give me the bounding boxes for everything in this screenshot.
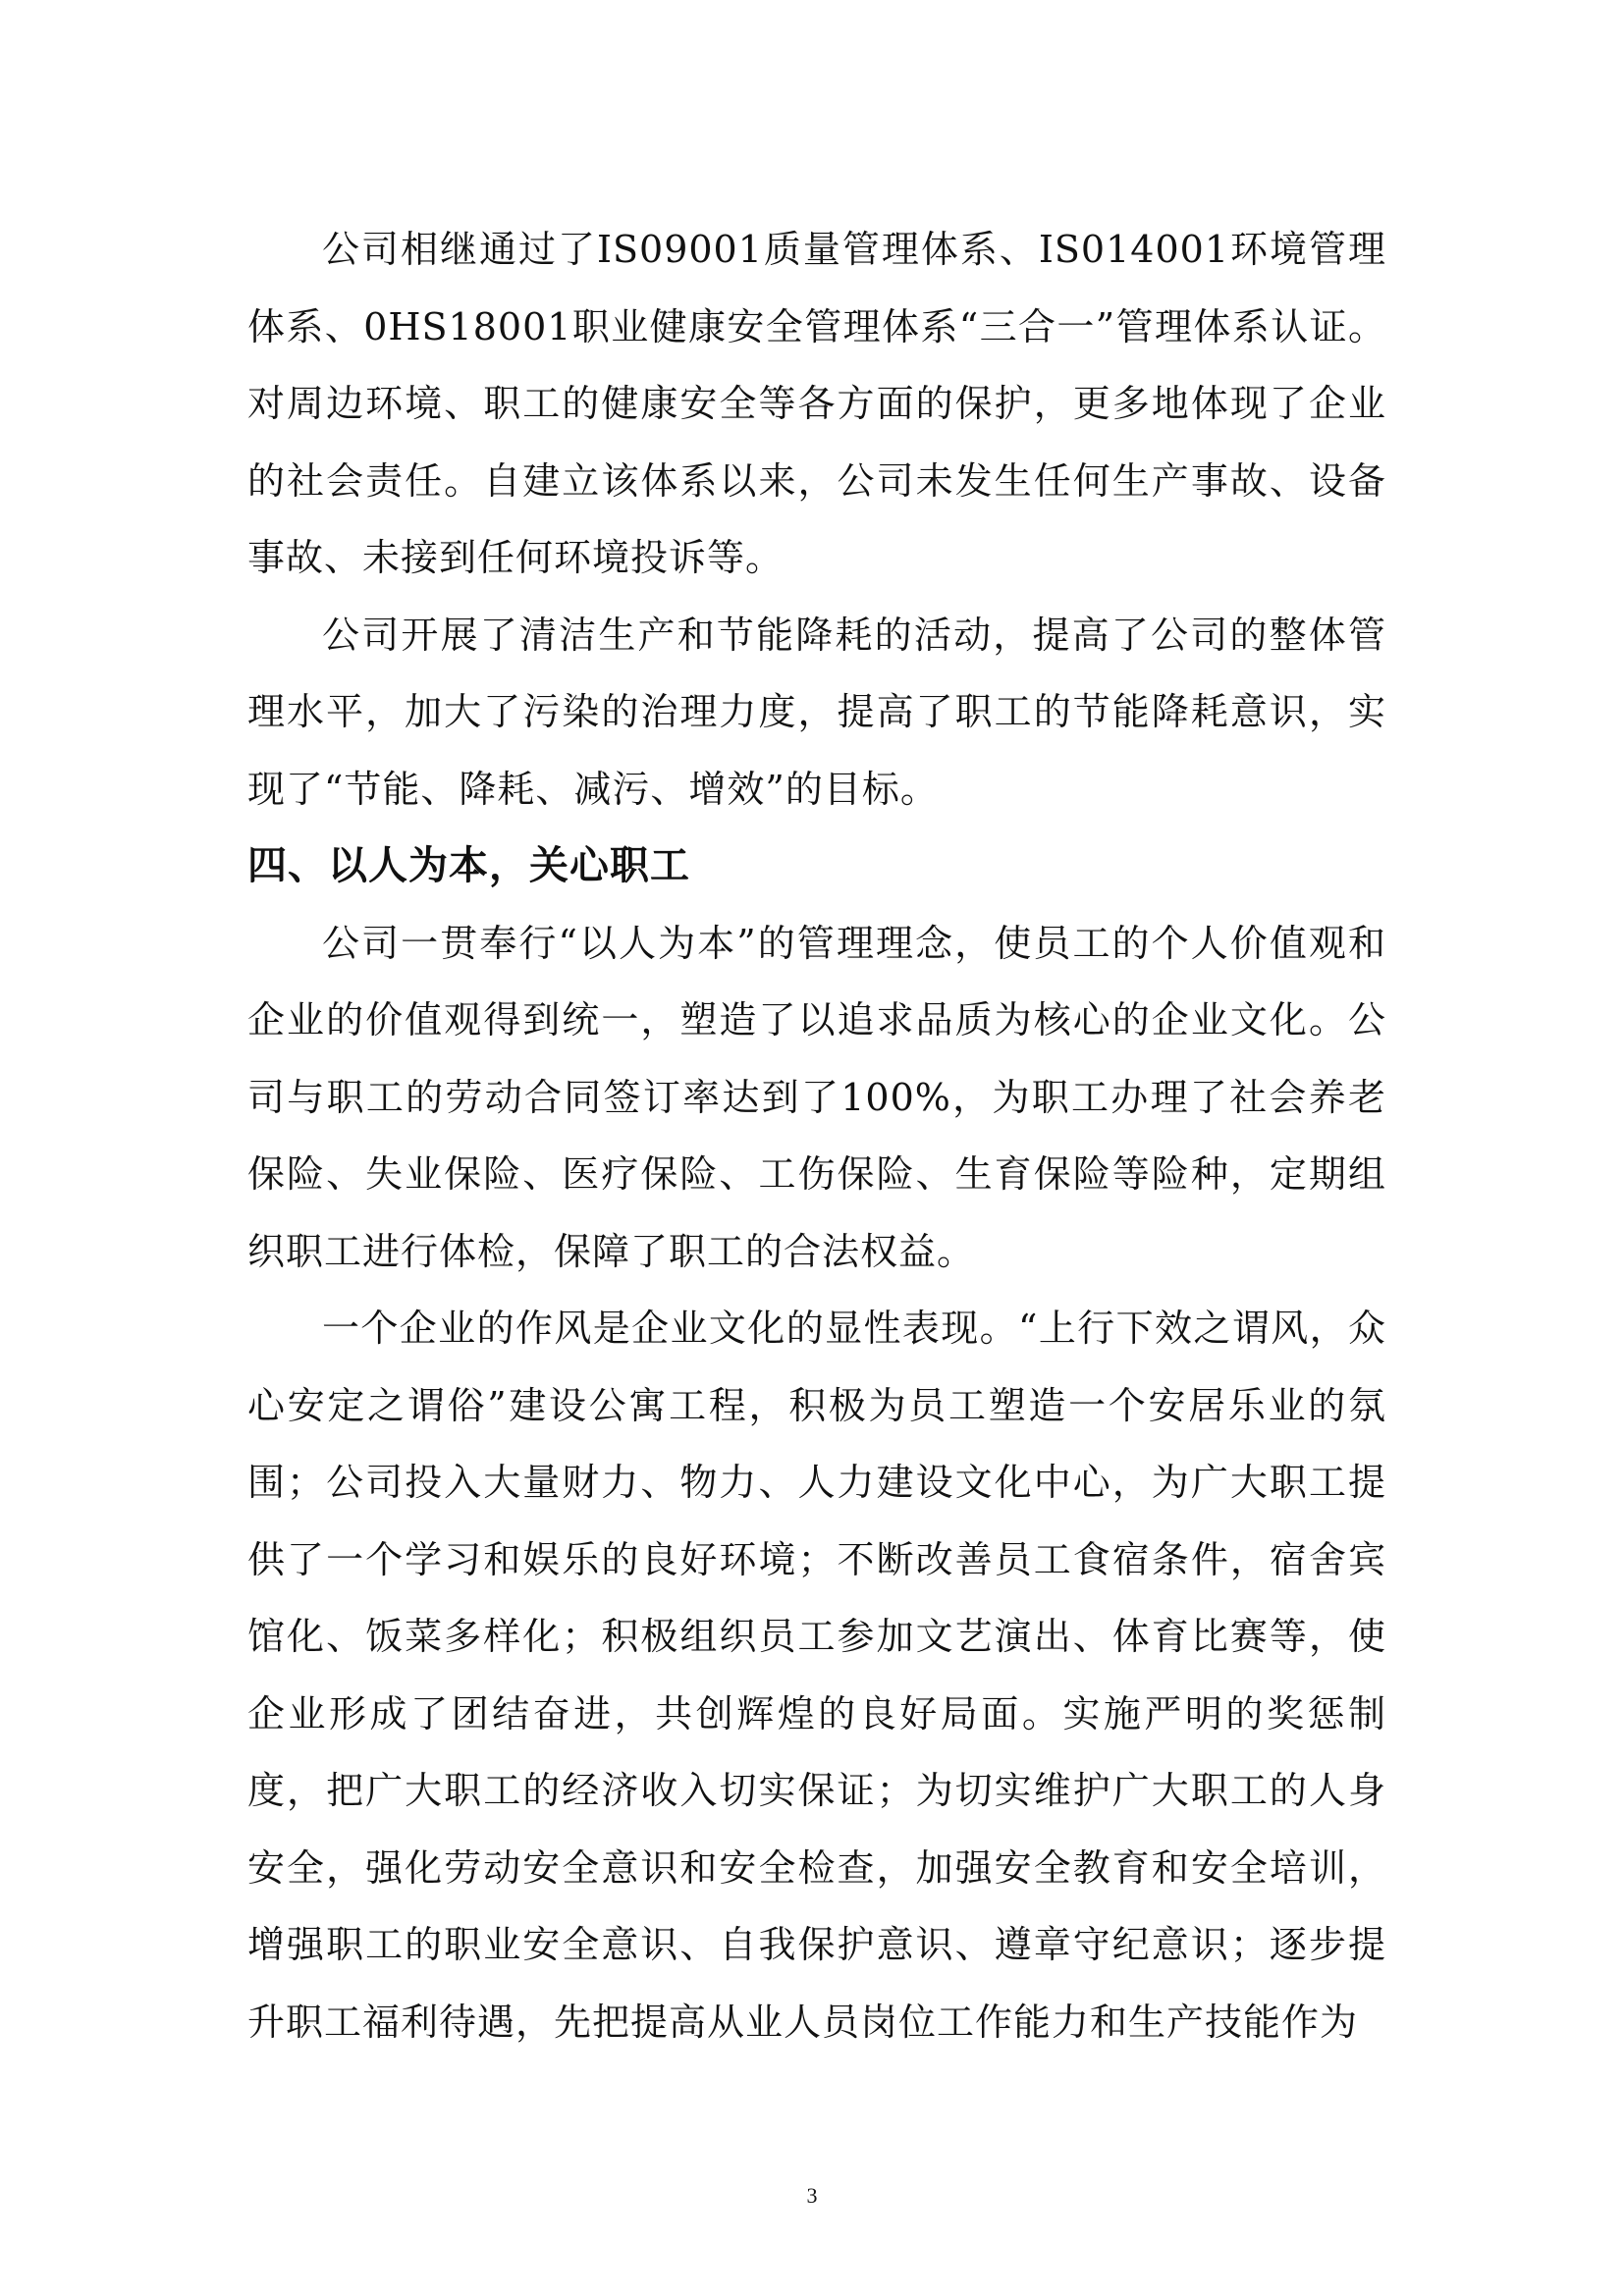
document-body (247, 211, 1386, 2060)
section-heading: 四、以人为本，关心职工 (247, 843, 690, 888)
paragraph-certification: 公司相继通过了IS09001质量管理体系、IS014001环境管理体系、0HS18001职业健康安全管理体系“三合一”管理体系认证。对周边环境、职工的健康安全等各方面的保护，更多地体现了企业的社会责任。自建立该体系以来，公司未发生任何生产事故、设备事故、未接到任何环境投诉等。 (247, 228, 1386, 579)
paragraph-corporate-culture: 一个企业的作风是企业文化的显性表现。“上行下效之谓风，众心安定之谓俗”建设公寓工程，积极为员工塑造一个安居乐业的氛围；公司投入大量财力、物力、人力建设文化中心，为广大职工提供了一个学习和娱乐的良好环境；不断改善员工食宿条件，宿舍宾馆化、饭菜多样化；积极组织员工参加文艺演出、体育比赛等，使企业形成了团结奋进，共创辉煌的良好局面。实施严明的奖惩制度，把广大职工的经济收入切实保证；为切实维护广大职工的人身安全，强化劳动安全意识和安全检查，加强安全教育和安全培训，增强职工的职业安全意识、自我保护意识、遵章守纪意识；逐步提升职工福利待遇，先把提高从业人员岗位工作能力和生产技能作为 (247, 1307, 1386, 2044)
paragraph-clean-production: 公司开展了清洁生产和节能降耗的活动，提高了公司的整体管理水平，加大了污染的治理力度，提高了职工的节能降耗意识，实现了“节能、降耗、减污、增效”的目标。 (247, 613, 1386, 811)
page-number: 3 (806, 2183, 818, 2208)
paragraph-people-oriented: 公司一贯奉行“以人为本”的管理理念，使员工的个人价值观和企业的价值观得到统一，塑造了以追求品质为核心的企业文化。公司与职工的劳动合同签订率达到了100%，为职工办理了社会养老保险、失业保险、医疗保险、工伤保险、生育保险等险种，定期组织职工进行体检，保障了职工的合法权益。 (247, 921, 1386, 1273)
